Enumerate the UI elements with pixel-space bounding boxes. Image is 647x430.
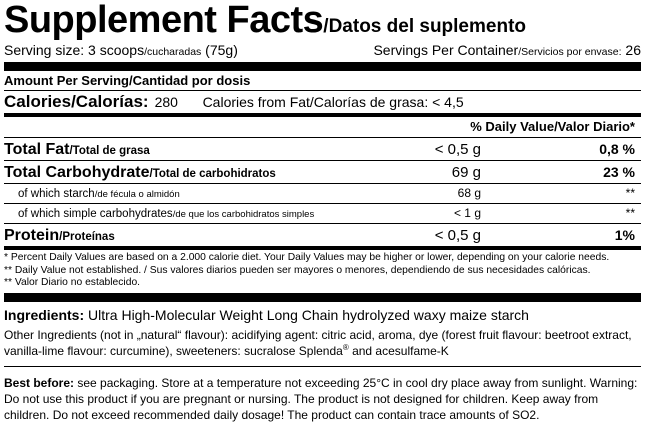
storage-warning bbox=[4, 367, 641, 423]
sub-nutrient-name: of which starch bbox=[18, 188, 95, 200]
footnote: ** Daily Value not established. / Sus valores diarios pueden ser mayores o menores, dependiendo de sus necesidades calóricas. bbox=[4, 264, 591, 276]
servings-per-container: Servings Per Container/Servicios por envase: 26 bbox=[373, 42, 641, 58]
supplement-facts-panel bbox=[4, 0, 641, 430]
nutrient-name: Protein bbox=[4, 227, 60, 244]
nutrient-row-total-fat: Total Fat/Total de grasa < 0,5 g 0,8 % bbox=[4, 138, 641, 160]
calories-value: 280 bbox=[154, 94, 178, 110]
ingredients-label: Ingredients: bbox=[4, 306, 85, 323]
footnote: ** Valor Diario no establecido. bbox=[4, 277, 141, 288]
nutrient-name: Total Fat bbox=[4, 141, 70, 158]
divider-thick bbox=[4, 293, 641, 302]
calories-row bbox=[4, 91, 641, 113]
serving-size: Serving size: 3 scoops/cucharadas (75g) bbox=[4, 42, 238, 58]
warning-text: see packaging. Store at a temperature not exceeding 25°C in cool dry place away from sunlight. Warning: Do not use this product if you are pregnant or nursing. The product is not designed for children. Keep away from children. Do not exceed recommended daily dosage! The product can contain trace amounts of SO2. bbox=[4, 375, 638, 422]
sub-nutrient-amount: 68 g bbox=[457, 186, 481, 200]
nutrient-name: Total Carbohydrate bbox=[4, 164, 150, 181]
nutrient-amount: < 0,5 g bbox=[434, 141, 481, 158]
nutrient-daily-value: 1% bbox=[614, 227, 635, 243]
panel-title: Supplement Facts bbox=[4, 0, 324, 41]
amount-per-serving: Amount Per Serving/Cantidad por dosis bbox=[4, 73, 251, 88]
title-row bbox=[4, 0, 641, 40]
sub-nutrient-daily-value: ** bbox=[625, 186, 635, 200]
sub-nutrient-amount: < 1 g bbox=[453, 206, 481, 220]
footnote: * Percent Daily Values are based on a 2.000 calorie diet. Your Daily Values may be higher or lower, depending on your calorie needs. bbox=[4, 252, 610, 263]
ingredients-text: Ultra High-Molecular Weight Long Chain hydrolyzed waxy maize starch bbox=[84, 306, 529, 323]
ingredients bbox=[4, 302, 641, 324]
best-before-label: Best before: bbox=[4, 375, 75, 390]
serving-row bbox=[4, 40, 641, 61]
sub-nutrient-daily-value: ** bbox=[625, 206, 635, 220]
panel-subtitle: /Datos del suplemento bbox=[323, 16, 526, 37]
daily-value-header: % Daily Value/Valor Diario* bbox=[470, 119, 635, 134]
nutrient-row-total-carbohydrate: Total Carbohydrate/Total de carbohidratos 69 g 23 % bbox=[4, 161, 641, 183]
divider-thick bbox=[4, 62, 641, 71]
nutrient-daily-value: 23 % bbox=[603, 164, 635, 180]
calories-label: Calories/Calorías: bbox=[4, 92, 149, 111]
nutrient-amount: < 0,5 g bbox=[434, 227, 481, 244]
other-ingredients: Other Ingredients (not in „natural“ flavour): acidifying agent: citric acid, aroma, dye (forest fruit flavour: beetroot extract, vanilla-lime flavour: curcumine), sweeteners: sucralose Splenda® and acesulfame-K bbox=[4, 327, 632, 358]
footnotes bbox=[4, 250, 641, 292]
calories-from-fat: Calories from Fat/Calorías de grasa: < 4,5 bbox=[202, 94, 464, 110]
nutrient-row-protein: Protein/Proteínas < 0,5 g 1% bbox=[4, 224, 641, 246]
nutrient-daily-value: 0,8 % bbox=[599, 141, 635, 157]
nutrient-amount: 69 g bbox=[451, 164, 481, 181]
sub-nutrient-name: of which simple carbohydrates bbox=[18, 208, 173, 220]
sub-nutrient-row-simple-carbohydrates: of which simple carbohydrates/de que los carbohidratos simples < 1 g ** bbox=[4, 204, 641, 223]
sub-nutrient-row-starch: of which starch/de fécula o almidón 68 g ** bbox=[4, 184, 641, 203]
